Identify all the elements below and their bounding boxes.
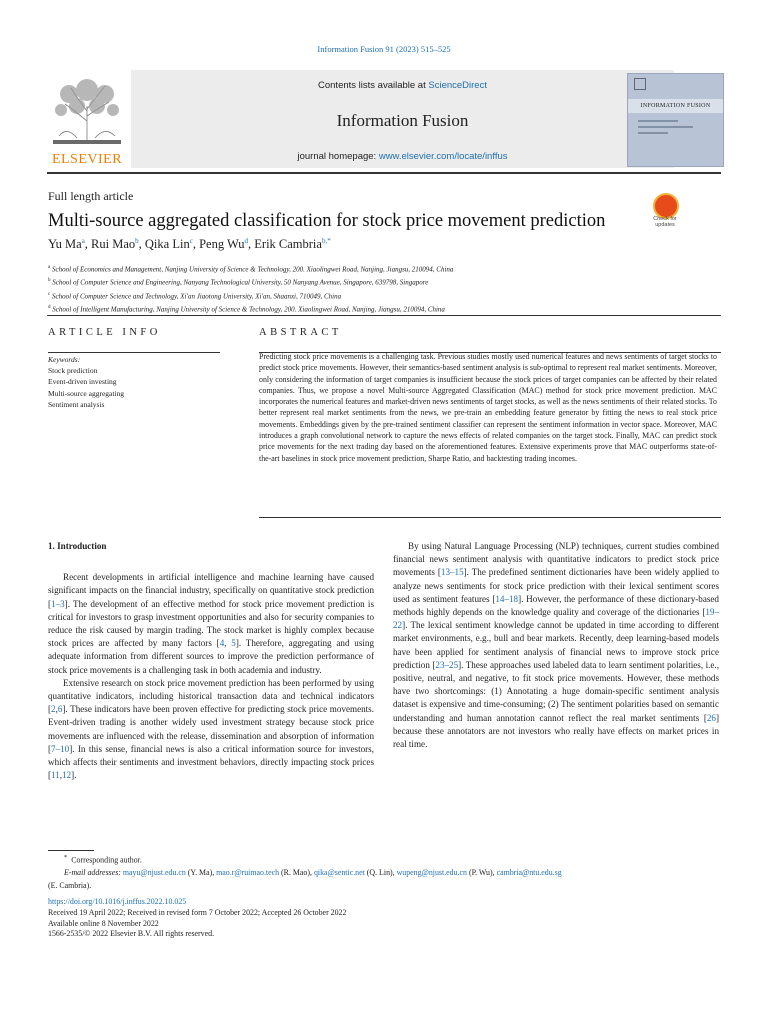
affiliation-mark[interactable]: a xyxy=(81,237,85,245)
email-link[interactable]: qika@sentic.net xyxy=(313,868,365,878)
paragraph-text: Recent developments in artificial intelligence and machine learning have caused significant impacts on the financial industry, specifically on quantitative stock prediction [ xyxy=(48,572,374,609)
paragraph-text: Extensive research on stock price movement prediction has been performed by using quantitative indicators, including historical transaction data and technical indicators [ xyxy=(48,677,374,715)
paragraph-text: ]. In this sense, financial news is also a critical information source for investors, which affects their sentiments and investment behaviors, directly impacting stock prices [ xyxy=(48,743,374,781)
email-owner: (Q. Lin), xyxy=(364,868,397,878)
abstract-bottom-rule xyxy=(259,517,721,518)
article-type: Full length article xyxy=(48,189,134,203)
affiliation-mark[interactable]: b,* xyxy=(321,237,331,245)
affiliation xyxy=(48,275,453,288)
paragraph-text: , xyxy=(55,704,58,715)
section-rule xyxy=(47,315,721,316)
contents-line xyxy=(131,80,674,91)
cover-line xyxy=(638,132,668,134)
affiliation-mark[interactable]: c xyxy=(189,237,193,245)
affiliation-mark: a xyxy=(48,265,51,270)
email-link[interactable]: cambria@ntu.edu.sg xyxy=(496,868,562,878)
paragraph-text: ]. However, the performance of these dictionary-based methods highly depends on the knowledge quality and coverage of the dictionaries [ xyxy=(393,593,719,618)
journal-reference[interactable]: Information Fusion 91 (2023) 515–525 xyxy=(317,44,451,54)
affiliation-mark: d xyxy=(48,304,51,310)
paragraph-text: ] because these annotators are not investors who really have effects on market prices in real time. xyxy=(393,712,719,750)
received-dates: Received 19 April 2022; Received in revised form 7 October 2022; Accepted 26 October 2022 xyxy=(48,907,347,917)
keyword: Sentiment analysis xyxy=(48,399,105,409)
paragraph-text: ]. These indicators have been proven effective for predicting stock price movements. Event-driven trading is another widely used investment strategy because stock price movements are influenced with the release, dissemination and absorption of information [ xyxy=(48,704,374,754)
online-date: Available online 8 November 2022 xyxy=(48,918,159,928)
keyword: Multi-source aggregating xyxy=(48,388,125,398)
homepage-line xyxy=(131,151,674,162)
citation-link[interactable]: 13–15 xyxy=(440,567,464,578)
paragraph-text: ]. xyxy=(71,770,77,781)
paragraph xyxy=(48,677,374,783)
paragraph-text: By using Natural Language Processing (NLP) techniques, current studies combined financial news sentiment analysis with quantitative indicators to predict stock price movements [ xyxy=(393,541,719,578)
paragraph xyxy=(393,540,719,751)
keywords-block xyxy=(48,354,124,410)
footnote-mark: * xyxy=(64,854,68,861)
affiliation-mark[interactable]: d xyxy=(244,237,249,245)
paragraph-text: ]. The lexical sentiment knowledge cannot be updated in time according to different market environments, e.g., bull and bear markets. Recently, deep learning-based models have been applied for sentiment analysis of financial news to improve stock price prediction [ xyxy=(393,620,719,670)
email-link[interactable]: mao.r@ruimao.tech xyxy=(216,868,280,878)
body-right-column xyxy=(393,540,719,751)
cover-title: INFORMATION FUSION xyxy=(640,103,711,109)
footnote-rule xyxy=(48,850,94,851)
paragraph-text: ]. The predefined sentiment dictionaries have been widely applied to analyze news sentiments for stock price prediction with their lexical sentiment scores used as sentiment features [ xyxy=(393,567,719,604)
corresponding-note xyxy=(48,852,728,867)
citation-link[interactable]: 14–18 xyxy=(495,593,519,604)
copyright: 1566-2535/© 2022 Elsevier B.V. All rights reserved. xyxy=(48,929,215,939)
citation-link[interactable]: 12 xyxy=(62,770,72,781)
cover-line xyxy=(638,126,693,128)
affiliation xyxy=(48,302,453,315)
homepage-link[interactable]: www.elsevier.com/locate/inffus xyxy=(378,151,508,162)
keyword: Stock prediction xyxy=(48,366,98,376)
author-name: Qika Lin xyxy=(144,237,190,252)
paragraph xyxy=(48,571,374,677)
email-owner: (P. Wu), xyxy=(466,868,497,878)
affiliation-text: School of Computer Science and Engineering, Nanyang Technological University, 50 Nanyang Avenue, Singapore, 639798, Singapore xyxy=(50,278,429,287)
email-link[interactable]: wupeng@njust.edu.cn xyxy=(396,868,467,878)
paragraph-text: ]. The development of an effective method for stock price movement prediction is critical for investors to grasp investment opportunities and also for security companies to reduce the risk caused by margin trading. The stock market is highly complex because stock prices are affected by many factors [ xyxy=(48,598,374,649)
email-owner: (R. Mao), xyxy=(279,868,314,878)
citation-link[interactable]: 19–22 xyxy=(393,607,719,631)
journal-cover[interactable] xyxy=(627,73,724,167)
citation-link[interactable]: 4 xyxy=(219,638,225,649)
section-heading: 1. Introduction xyxy=(48,541,107,551)
affiliation-mark: b xyxy=(48,278,51,284)
author-list: Yu Ma$^a$, Rui Mao$^b$, Qika Lin$^c$, Peng Wu$^d$, Erik Cambria$^{b,*}$ xyxy=(48,237,331,252)
author-name: Peng Wu xyxy=(199,237,245,252)
keywords-label: Keywords: xyxy=(48,355,81,364)
article-info-heading: ARTICLE INFO xyxy=(48,327,161,338)
citation-link[interactable]: 7–10 xyxy=(51,743,70,754)
affiliation xyxy=(48,289,453,302)
sciencedirect-link[interactable]: ScienceDirect xyxy=(428,80,487,91)
article-title: Multi-source aggregated classification for stock price movement prediction xyxy=(48,211,606,231)
affiliations xyxy=(48,262,453,315)
affiliation-text: School of Intelligent Manufacturing, Nanjing University of Science & Technology, 200. Xiaolingwei Road, Nanjing, Jiangsu, 210094, China xyxy=(50,305,445,314)
citation-link[interactable]: 26 xyxy=(706,712,716,723)
corresponding-text: Corresponding author. xyxy=(71,855,142,865)
affiliation-mark[interactable]: b xyxy=(135,237,139,245)
abstract-text: Predicting stock price movements is a challenging task. Previous studies mostly used numerical features and news sentiments of target stocks to predict stock price movements. However, their semantics-based sentiment analysis is sub-optimal to represent real market sentiments. Moreover, only considering the information of target companies is insufficient because the stock prices of target companies can be affected by their related companies. Thus, we propose a novel Multi-source Aggregated Classification (MAC) method for stock price movement prediction. MAC incorporates the numerical features and market-driven news sentiments of target stocks, as well as the news sentiments of their related stocks. To better represent real market sentiments from the news, we pre-train an embedding feature generator by fitting the news to real stock price movements. Embeddings given by the pre-trained sentiment classifier can represent the sentiment information in vector space. Moreover, MAC introduces a graph convolutional network to capture the news effects of related companies on the target stock. Finally, MAC can predict stock price movements for the next trading day based on the aforementioned features. Extensive experiments prove that MAC outperforms state-of-the-art baselines in stock price movement prediction, Sharpe Ratio, and backtesting trading incomes. xyxy=(259,352,717,463)
abstract-heading: ABSTRACT xyxy=(259,327,342,338)
citation-link[interactable]: 2 xyxy=(51,704,56,715)
author-name: Yu Ma xyxy=(48,237,82,252)
email-link[interactable]: mayu@njust.edu.cn xyxy=(122,868,186,878)
cover-line xyxy=(638,120,678,122)
email-tail: (E. Cambria). xyxy=(48,880,92,890)
journal-name: Information Fusion xyxy=(336,111,469,130)
citation-link[interactable]: 11 xyxy=(51,770,60,781)
citation-link[interactable]: 23–25 xyxy=(435,659,459,670)
doi-link[interactable]: https://doi.org/10.1016/j.inffus.2022.10.025 xyxy=(48,897,187,906)
publisher-name: ELSEVIER xyxy=(51,152,123,167)
info-rule xyxy=(48,352,220,353)
paragraph-text: ]. Therefore, aggregating and using adequate information from different sources to improve the prediction performance of stock price movements is a challenging task in both academia and industry. xyxy=(48,638,374,675)
affiliation xyxy=(48,262,453,275)
crossmark-badge[interactable] xyxy=(645,193,685,233)
header-rule xyxy=(47,172,721,174)
affiliation-text: School of Computer Science and Technology, Xi'an Jiaotong University, Xi'an, Shaanxi, 710049, China xyxy=(50,291,342,300)
affiliation-text: School of Economics and Management, Nanjing University of Science & Technology, 200. Xiaolingwei Road, Nanjing, Jiangsu, 210094, China xyxy=(50,265,454,274)
citation-link[interactable]: 6 xyxy=(57,704,63,715)
masthead xyxy=(47,70,722,170)
homepage-prefix: journal homepage: xyxy=(297,151,379,162)
author-name: Rui Mao xyxy=(91,237,136,252)
footnotes xyxy=(48,852,728,892)
crossmark-label: Check for updates xyxy=(653,216,677,228)
paragraph-text: ]. These approaches used labeled data to learn sentiment polarities, i.e., positive, neutral, and negative, to fit stock price movements. However, these methods have two shortcomings: (1) Annotating a huge domain-specific sentiment analysis dataset is expensive and time-consuming; (2) The sentiment polarities based on semantic understanding and human annotation cannot reflect the real market sentiments [ xyxy=(393,659,719,723)
paragraph-text: , xyxy=(59,770,63,781)
keyword: Event-driven investing xyxy=(48,377,117,387)
email-line xyxy=(48,867,728,880)
cover-emblem-icon xyxy=(634,78,646,90)
author-name: Erik Cambria xyxy=(254,237,322,252)
citation-link[interactable]: 5 xyxy=(231,638,236,649)
elsevier-logo xyxy=(47,76,127,168)
body-left-column xyxy=(48,540,374,782)
affiliation-mark: c xyxy=(48,291,51,297)
contents-prefix: Contents lists available at xyxy=(318,80,429,91)
paragraph-text: , xyxy=(224,638,232,649)
elsevier-tree-icon xyxy=(47,76,127,146)
citation-link[interactable]: 1–3 xyxy=(51,598,65,609)
masthead-banner xyxy=(131,70,674,168)
publication-info xyxy=(48,897,346,940)
email-owner: (Y. Ma), xyxy=(185,868,217,878)
email-label: E-mail addresses: xyxy=(64,868,123,878)
